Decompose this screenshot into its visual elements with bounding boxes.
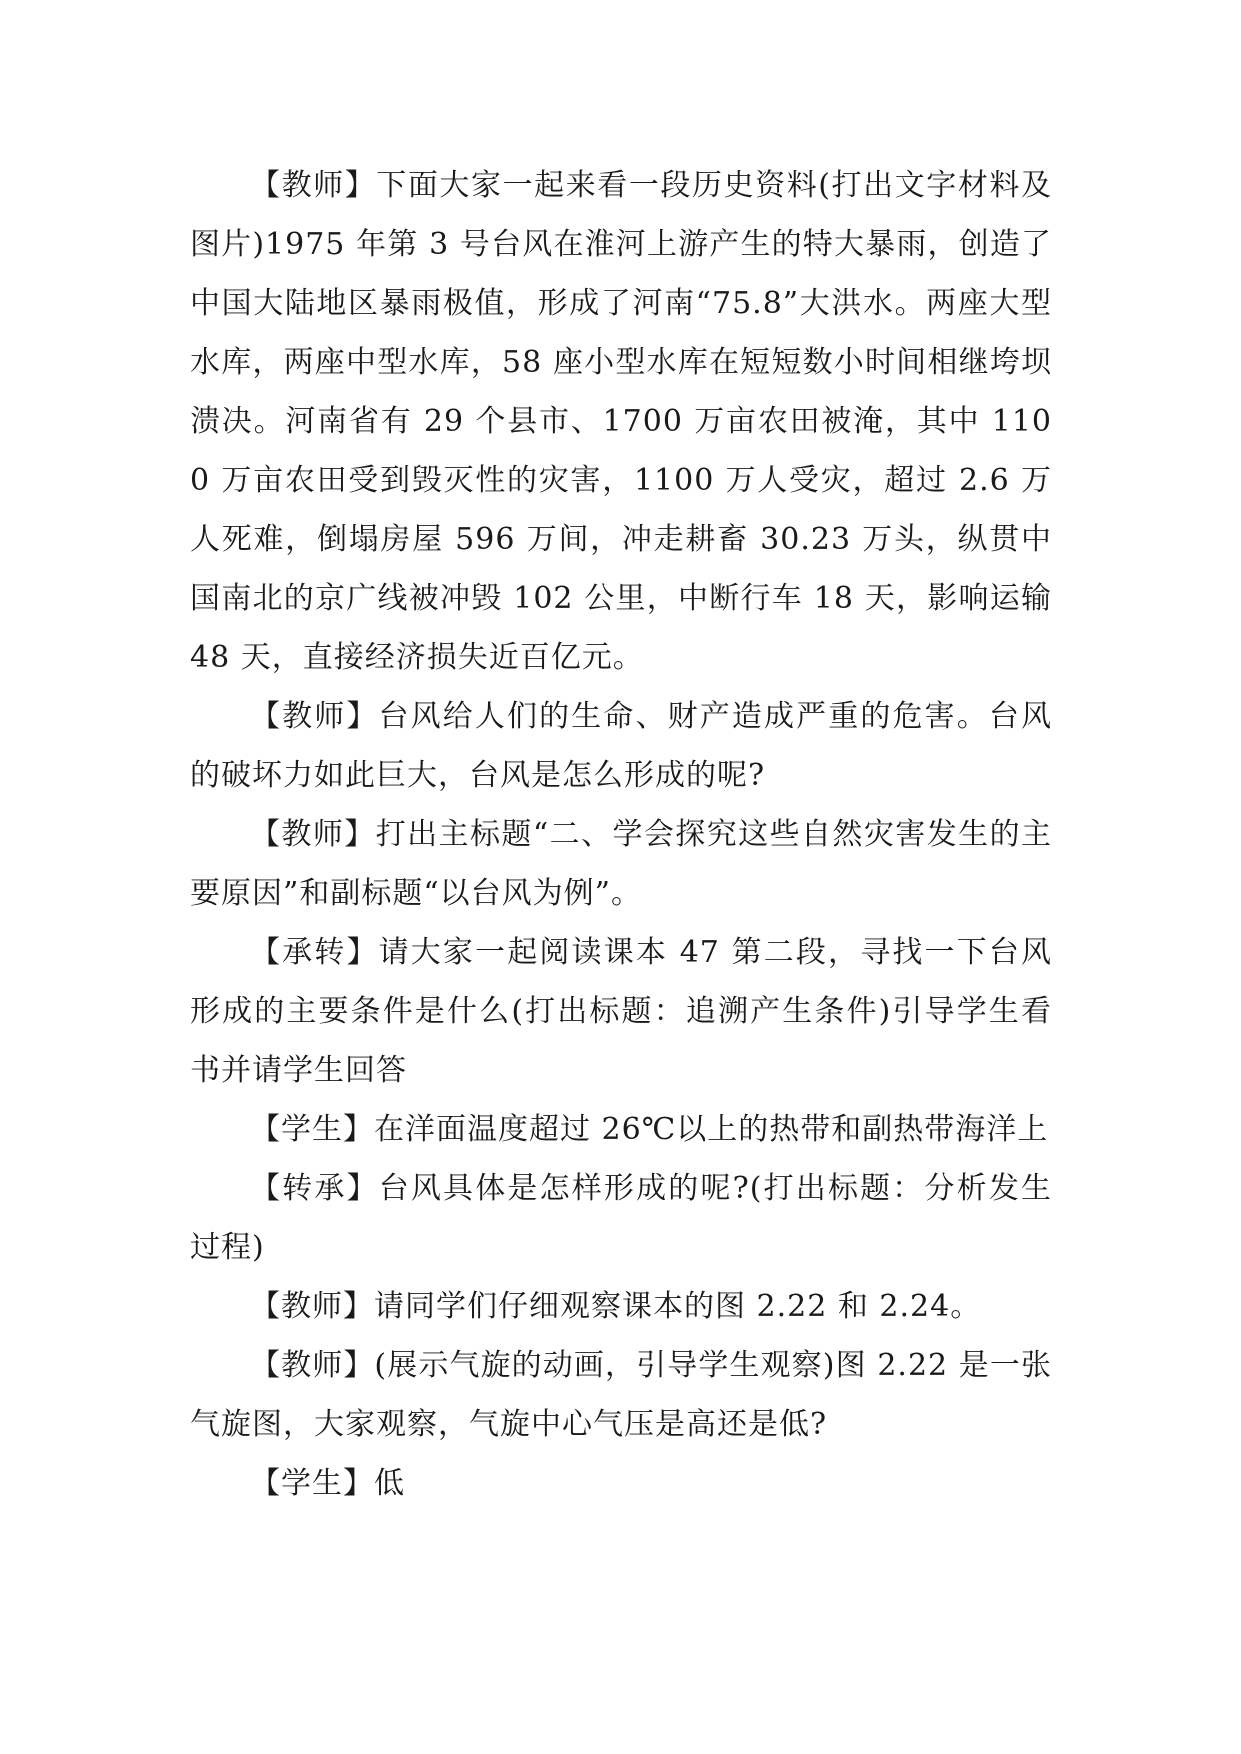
paragraph-teacher-cyclone: 【教师】(展示气旋的动画，引导学生观察)图 2.22 是一张气旋图，大家观察，气旋中心气压是高还是低? bbox=[190, 1348, 1052, 1442]
paragraph-transition-conditions: 【承转】请大家一起阅读课本 47 第二段，寻找一下台风形成的主要条件是什么(打出标题：追溯产生条件)引导学生看书并请学生回答 bbox=[190, 935, 1052, 1088]
paragraph-transition-process: 【转承】台风具体是怎样形成的呢?(打出标题：分析发生过程) bbox=[190, 1171, 1052, 1265]
paragraph-teacher-history: 【教师】下面大家一起来看一段历史资料(打出文字材料及图片)1975 年第 3 号台风在淮河上游产生的特大暴雨，创造了中国大陆地区暴雨极值，形成了河南“75.8”大洪水。两座大型水库，两座中型水库，58 座小型水库在短短数小时间相继垮坝溃决。河南省有 29 个县市、1700 万亩农田被淹，其中 1100 万亩农田受到毁灭性的灾害，1100 万人受灾，超过 2.6 万人死难，倒塌房屋 596 万间，冲走耕畜 30.23 万头，纵贯中国南北的京广线被冲毁 102 公里，中断行车 18 天，影响运输 48 天，直接经济损失近百亿元。 bbox=[190, 168, 1052, 675]
paragraph-teacher-figures: 【教师】请同学们仔细观察课本的图 2.22 和 2.24。 bbox=[250, 1289, 982, 1324]
paragraph-student-low: 【学生】低 bbox=[250, 1466, 405, 1501]
paragraph-teacher-title: 【教师】打出主标题“二、学会探究这些自然灾害发生的主要原因”和副标题“以台风为例”。 bbox=[190, 817, 1052, 911]
paragraph-teacher-damage: 【教师】台风给人们的生命、财产造成严重的危害。台风的破坏力如此巨大，台风是怎么形成的呢? bbox=[190, 699, 1052, 793]
paragraph-student-answer: 【学生】在洋面温度超过 26℃以上的热带和副热带海洋上 bbox=[250, 1112, 1049, 1147]
document-body bbox=[190, 156, 1052, 1513]
